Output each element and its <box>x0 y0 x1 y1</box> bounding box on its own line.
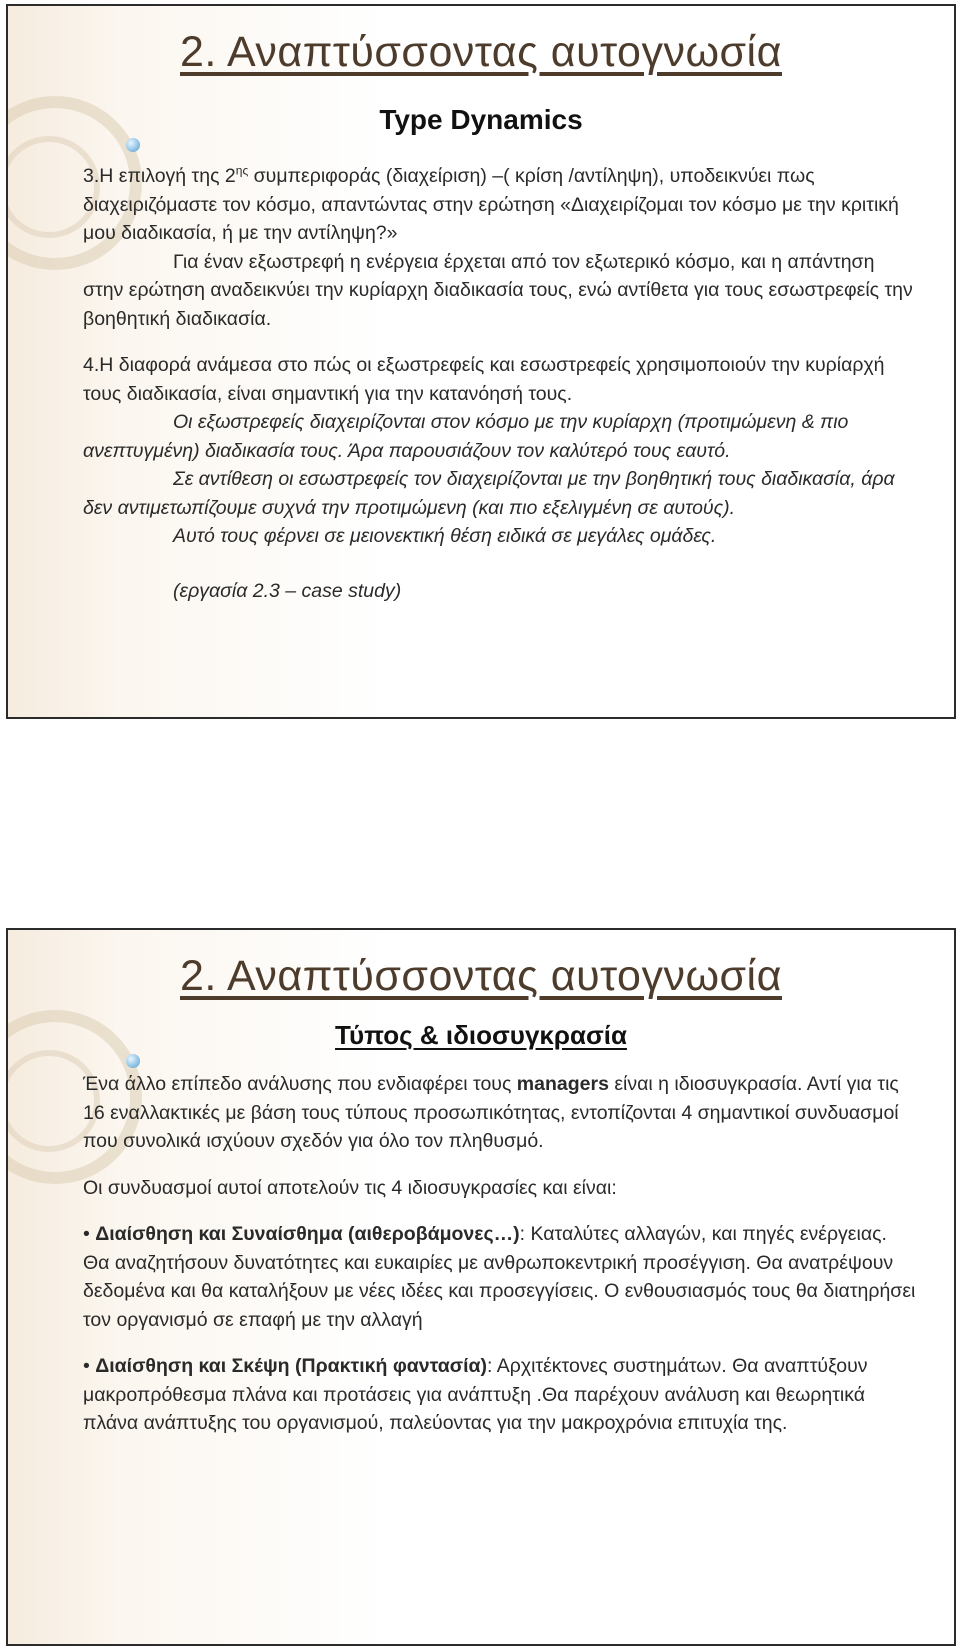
spacer <box>83 551 916 577</box>
bullet-icon: • <box>83 1355 90 1377</box>
paragraph-italic: Αυτό τους φέρνει σε μειονεκτική θέση ειδικά σε μεγάλες ομάδες. <box>173 525 717 547</box>
paragraph-italic: Σε αντίθεση οι εσωστρεφείς τον διαχειρίζονται με την βοηθητική τους διαδικασία, άρα δεν αντιμετωπίζουμε συχνά την προτιμώμενη (και πιο εξελιγμένη σε αυτούς). <box>83 468 895 519</box>
paragraph: 4.Η διαφορά ανάμεσα στο πώς οι εξωστρεφείς και εσωστρεφείς χρησιμοποιούν την κυρίαρχή τους διαδικασία, είναι σημαντική για την κατανόησή τους. <box>83 354 885 405</box>
slide-subtitle: Type Dynamics <box>379 104 583 135</box>
paragraph: Οι συνδυασμοί αυτοί αποτελούν τις 4 ιδιοσυγκρασίες και είναι: <box>83 1176 617 1199</box>
ordinal-suffix: ης <box>235 163 249 178</box>
spacer <box>83 1334 916 1352</box>
slide-type-dynamics <box>6 4 956 719</box>
spacer <box>83 1202 916 1220</box>
paragraph: Για έναν εξωστρεφή η ενέργεια έρχεται από τον εξωτερικό κόσμο, και η απάντηση στην ερώτηση αναδεικνύει την κυρίαρχη διαδικασία τους, ενώ αντίθετα για τους εσωστρεφείς την βοηθητική διαδικασία. <box>83 250 913 330</box>
slide-body <box>83 1070 916 1438</box>
paragraph-text: Ένα άλλο επίπεδο ανάλυσης που ενδιαφέρει τους <box>83 1073 517 1095</box>
slide-subtitle: Τύπος & ιδιοσυγκρασία <box>335 1020 627 1050</box>
paragraph <box>83 162 916 248</box>
temperament-item <box>83 1352 916 1438</box>
slide-title: 2. Αναπτύσσοντας αυτογνωσία <box>180 952 782 1000</box>
slide-title: 2. Αναπτύσσοντας αυτογνωσία <box>180 28 782 76</box>
slide-body <box>83 162 916 605</box>
bullet-icon: • <box>83 1223 90 1245</box>
temperament-item <box>83 1220 916 1334</box>
paragraph-italic: Οι εξωστρεφείς διαχειρίζονται στον κόσμο με την κυρίαρχη (προτιμώμενη & πιο ανεπτυγμένη) διαδικασία τους. Άρα παρουσιάζουν τον καλύτερό τους εαυτό. <box>83 411 849 462</box>
paragraph-text: συμπεριφοράς (διαχείριση) –( κρίση /αντίληψη), υποδεικνύει πως διαχειριζόμαστε τον κόσμο, απαντώντας στην ερώτηση «Διαχειρίζομαι τον κόσμο με την κριτική μου διαδικασία, ή με την αντίληψη?» <box>83 165 899 244</box>
paragraph-text: είναι η ιδιοσυγκρασία. Αντί για τις 16 εναλλακτικές με βάση τους τύπους προσωπικότητας, εντοπίζονται 4 σημαντικοί συνδυασμοί που συνολικά ισχύουν σχεδόν για όλο τον πληθυσμό. <box>83 1073 899 1152</box>
emphasis-text: managers <box>516 1073 609 1095</box>
spacer <box>83 333 916 351</box>
paragraph-text: 3.Η επιλογή της 2 <box>83 165 236 187</box>
spacer <box>83 1156 916 1174</box>
paragraph <box>83 1070 916 1156</box>
temperament-description: : Καταλύτες αλλαγών, και πηγές ενέργειας. Θα αναζητήσουν δυνατότητες και ευκαιρίες με ανθρωποκεντρική προσέγγιση. Θα ανατρέψουν δεδομένα και θα καταλήξουν με νέες ιδέες και προσεγγίσεις. Ο ενθουσιασμός τους θα διατηρήσει τον οργανισμό σε επαφή με την αλλαγή <box>83 1223 916 1331</box>
temperament-name: Διαίσθηση και Συναίσθημα (αιθεροβάμονες…) <box>95 1223 520 1245</box>
temperament-name: Διαίσθηση και Σκέψη (Πρακτική φαντασία) <box>95 1355 487 1377</box>
temperament-description: : Αρχιτέκτονες συστημάτων. Θα αναπτύξουν μακροπρόθεσμα πλάνα και προτάσεις για ανάπτυξη .Θα παρέχουν ανάλυση και θεωρητικά πλάνα ανάπτυξης του οργανισμού, παλεύοντας για την μακροχρόνια επιτυχία της. <box>83 1355 868 1434</box>
slide-temperament <box>6 928 956 1646</box>
assignment-reference: (εργασία 2.3 – case study) <box>173 579 402 602</box>
